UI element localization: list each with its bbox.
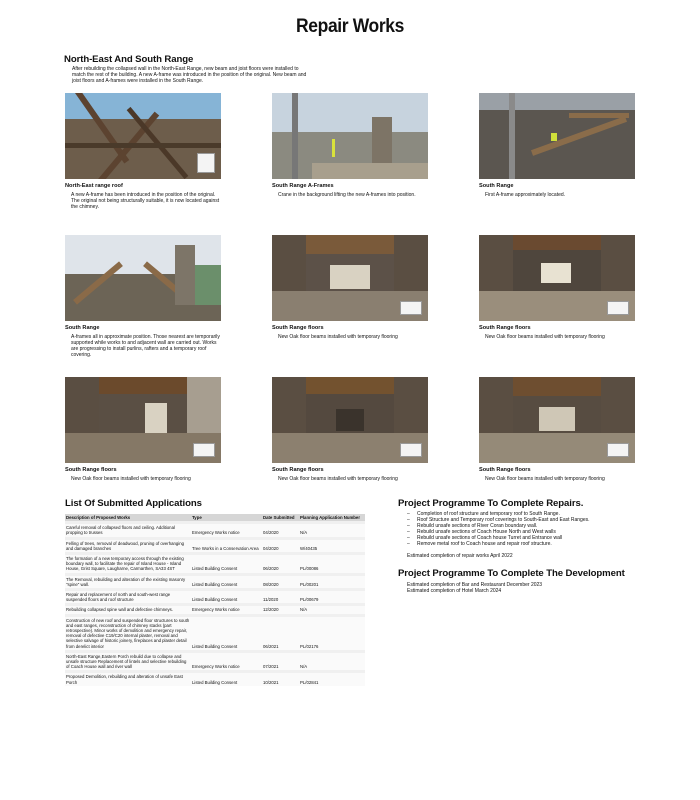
table-cell: PL/02176 xyxy=(299,615,365,651)
table-cell: W/40435 xyxy=(299,538,365,553)
photo-caption: South Range floors xyxy=(65,467,117,473)
photo-card xyxy=(272,93,428,198)
photo-card xyxy=(479,93,635,198)
table-cell: Listed Building Consent xyxy=(191,554,262,575)
photo-caption: South Range floors xyxy=(272,325,324,331)
table-cell: Rebuilding collapsed spine wall and defective chimneys. xyxy=(65,605,191,615)
table-cell: The Removal, rebuilding and alteration of the existing masonry "spine" wall. xyxy=(65,574,191,589)
photo-crane-a-frames xyxy=(272,93,428,179)
planning-notice-sign xyxy=(400,443,422,457)
planning-notice-sign xyxy=(607,443,629,457)
table-cell: Listed Building Consent xyxy=(191,590,262,605)
photo-oak-floor-beams xyxy=(65,377,221,463)
list-item: – Completion of roof structure and temporary roof to South Range. xyxy=(407,512,647,518)
photo-caption: South Range xyxy=(479,183,514,189)
table-cell: Tree Works in a Conservation Area xyxy=(191,538,262,553)
table-cell: North-East Range,Eastern Porch rebuild due to collapse and unsafe structure Replacement of lintels and selective rebuilding of Coach House wall and river wall xyxy=(65,651,191,672)
photo-card xyxy=(272,235,428,340)
list-item: – Rebuild unsafe sections of Coach House North and West walls xyxy=(407,530,647,536)
photo-first-a-frame xyxy=(479,93,635,179)
table-cell: Listed Building Consent xyxy=(191,615,262,651)
photo-oak-floor-beams xyxy=(479,377,635,463)
table-cell: PL/00679 xyxy=(299,590,365,605)
table-cell: N/A xyxy=(299,605,365,615)
photo-a-frames-positioned xyxy=(65,235,221,321)
table-cell: Felling of trees, removal of deadwood, pruning of overhanging and damaged branches xyxy=(65,538,191,553)
list-item: – Roof Structure and Temporary roof coverings to South-East and East Ranges. xyxy=(407,518,647,524)
table-cell: Emergency Works notice xyxy=(191,523,262,538)
table-cell: Construction of new roof and suspended floor structures to south and east ranges, reconstruction of chimney stacks (part retrospective). Minor works of demolition and emergency repair, removal of defective C19/C20 internal plaster, removal and selective salvage of historic joinery, fireplaces and plaster detail from derelict interior xyxy=(65,615,191,651)
table-cell: N/A xyxy=(299,651,365,672)
table-cell: Proposed Demolition, rebuilding and alteration of unsafe East Porch xyxy=(65,672,191,686)
list-item: – Remove metal roof to Coach house and repair roof structure. xyxy=(407,542,647,548)
table-cell: 08/2020 xyxy=(262,574,299,589)
photo-description: A new A-frame has been introduced in the position of the original. The original not being structurally suitable, it is now located against the chimney. xyxy=(71,192,220,211)
photo-caption: South Range xyxy=(65,325,100,331)
development-estimate-bar: Estimated completion of Bar and Restaurant December 2023 xyxy=(407,582,543,588)
section-intro-text: After rebuilding the collapsed wall in the North-East Range, new beam and joist floors were installed to match the rest of the building. A new A-frame was introduced in the position of the original. New beam and joist floors and A-frames were installed in the South Range. xyxy=(72,66,307,85)
photo-card xyxy=(65,235,221,358)
repairs-estimate: Estimated completion of repair works April 2022 xyxy=(407,553,513,559)
table-cell: Repair and replacement of north and south-west range suspended floors and roof structure xyxy=(65,590,191,605)
table-row xyxy=(65,523,365,538)
page-title: Repair Works xyxy=(296,16,404,37)
photo-roof-a-frame xyxy=(65,93,221,179)
photo-description: A-frames all in approximate position. Those nearest are temporarily supported while works to and adjacent wall are carried out. Works are progressing to install purlins, rafters and a temporary roof covering. xyxy=(71,334,220,359)
photo-description: New Oak floor beams installed with temporary flooring xyxy=(485,476,605,482)
column-header: Type xyxy=(191,514,262,523)
table-cell: Listed Building Consent xyxy=(191,574,262,589)
table-cell: PL/00201 xyxy=(299,574,365,589)
table-cell: PL/00086 xyxy=(299,554,365,575)
table-cell: N/A xyxy=(299,523,365,538)
table-cell: 11/2020 xyxy=(262,590,299,605)
table-cell: Emergency Works notice xyxy=(191,651,262,672)
table-row xyxy=(65,672,365,686)
photo-caption: South Range floors xyxy=(479,467,531,473)
photo-description: Crane in the background lifting the new A-frames into position. xyxy=(278,192,416,198)
repairs-programme-list xyxy=(407,512,647,547)
list-item: – Rebuild unsafe sections of River Coran boundary wall. xyxy=(407,524,647,530)
section-heading-development-programme: Project Programme To Complete The Development xyxy=(398,568,625,579)
planning-notice-sign xyxy=(193,443,215,457)
table-row xyxy=(65,538,365,553)
table-cell: Emergency Works notice xyxy=(191,605,262,615)
table-row xyxy=(65,615,365,651)
photo-description: New Oak floor beams installed with temporary flooring xyxy=(278,476,398,482)
photo-caption: South Range floors xyxy=(272,467,324,473)
photo-card xyxy=(479,235,635,340)
photo-caption: North-East range roof xyxy=(65,183,123,189)
photo-card xyxy=(65,377,221,482)
section-heading-applications: List Of Submitted Applications xyxy=(65,498,202,509)
photo-description: New Oak floor beams installed with temporary flooring xyxy=(71,476,191,482)
development-estimate-hotel: Estimated completion of Hotel March 2024 xyxy=(407,588,502,594)
table-row xyxy=(65,651,365,672)
photo-description: New Oak floor beams installed with temporary flooring xyxy=(278,334,398,340)
photo-caption: South Range floors xyxy=(479,325,531,331)
table-cell: Listed Building Consent xyxy=(191,672,262,686)
photo-description: New Oak floor beams installed with temporary flooring xyxy=(485,334,605,340)
list-item: – Rebuild unsafe sections of Coach house Turret and Entrance wall xyxy=(407,536,647,542)
photo-card xyxy=(65,93,221,210)
table-row xyxy=(65,574,365,589)
photo-card xyxy=(272,377,428,482)
table-cell: PL/02841 xyxy=(299,672,365,686)
table-cell: 04/2020 xyxy=(262,538,299,553)
table-cell: The formation of a new temporary access through the existing boundary wall, to facilitate the repair of Island House - Island House, Grist Square, Laugharne, Carmarthen, SA33 4ST xyxy=(65,554,191,575)
photo-oak-floor-beams xyxy=(272,377,428,463)
table-row xyxy=(65,554,365,575)
planning-notice-sign xyxy=(607,301,629,315)
table-cell: 06/2020 xyxy=(262,554,299,575)
planning-notice-sign xyxy=(400,301,422,315)
applications-table xyxy=(65,514,365,686)
table-cell: 04/2020 xyxy=(262,523,299,538)
column-header: Planning Application Number xyxy=(299,514,365,523)
photo-description: First A-frame approximately located. xyxy=(485,192,566,198)
table-cell: Careful removal of collapsed floors and ceiling. Additional propping to trusses xyxy=(65,523,191,538)
table-header-row xyxy=(65,514,365,523)
photo-caption: South Range A-Frames xyxy=(272,183,334,189)
table-cell: 12/2020 xyxy=(262,605,299,615)
table-row xyxy=(65,590,365,605)
photo-oak-floor-beams xyxy=(272,235,428,321)
column-header: Date Submitted xyxy=(262,514,299,523)
photo-card xyxy=(479,377,635,482)
table-cell: 07/2021 xyxy=(262,651,299,672)
table-cell: 06/2021 xyxy=(262,615,299,651)
section-heading-north-east-south-range: North-East And South Range xyxy=(64,54,194,65)
column-header: Description of Proposed Works xyxy=(65,514,191,523)
table-row xyxy=(65,605,365,615)
planning-notice-sign xyxy=(197,153,215,173)
photo-oak-floor-beams xyxy=(479,235,635,321)
section-heading-repairs-programme: Project Programme To Complete Repairs. xyxy=(398,498,584,509)
table-cell: 10/2021 xyxy=(262,672,299,686)
